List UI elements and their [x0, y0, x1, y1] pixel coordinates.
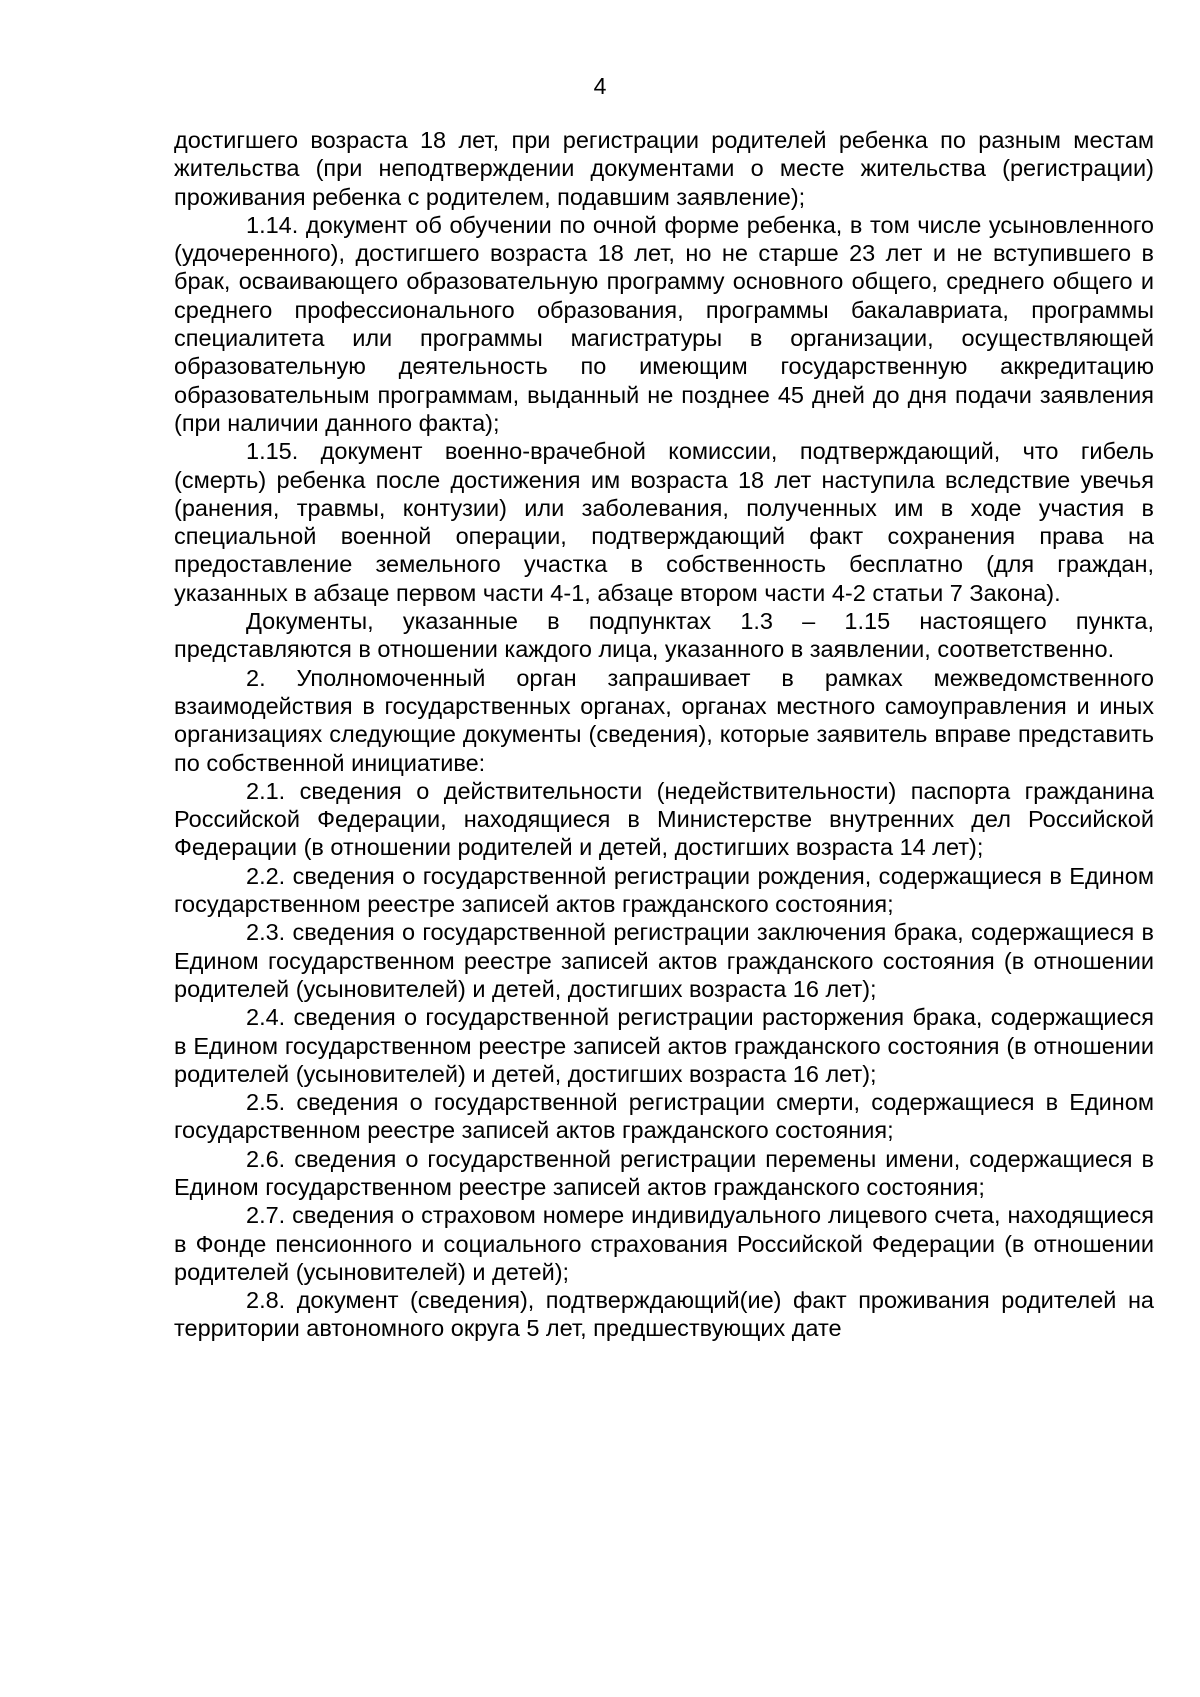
- paragraph-2-1: 2.1. сведения о действительности (недействительности) паспорта гражданина Российской Федерации, находящиеся в Министерстве внутренних дел Российской Федерации (в отношении родителей и детей, достигших возраста 14 лет);: [174, 777, 1154, 861]
- paragraph-2-7: 2.7. сведения о страховом номере индивидуального лицевого счета, находящиеся в Фонде пенсионного и социального страхования Российской Федерации (в отношении родителей (усыновителей) и детей);: [174, 1202, 1154, 1285]
- page-number: 4: [593, 73, 607, 99]
- paragraph-1-14: 1.14. документ об обучении по очной форме ребенка, в том числе усыновленного (удочеренного), достигшего возраста 18 лет, но не старше 23 лет и не вступившего в брак, осваивающего образовательную программу основного общего, среднего общего и среднего профессионального образования, программы бакалавриата, программы специалитета или программы магистратуры в организации, осуществляющей образовательную деятельность по имеющим государственную аккредитацию образовательным программам, выданный не позднее 45 дней до дня подачи заявления (при наличии данного факта);: [174, 211, 1154, 436]
- paragraph-2-6: 2.6. сведения о государственной регистрации перемены имени, содержащиеся в Едином государственном реестре записей актов гражданского состояния;: [174, 1145, 1154, 1200]
- paragraph-continuation: достигшего возраста 18 лет, при регистрации родителей ребенка по разным местам жительства (при неподтверждении документами о месте жительства (регистрации) проживания ребенка с родителем, подавшим заявление);: [174, 127, 1154, 210]
- paragraph-2-3: 2.3. сведения о государственной регистрации заключения брака, содержащиеся в Едином государственном реестре записей актов гражданского состояния (в отношении родителей (усыновителей) и детей, достигших возраста 16 лет);: [174, 919, 1154, 1002]
- paragraph-2-2: 2.2. сведения о государственной регистрации рождения, содержащиеся в Едином государственном реестре записей актов гражданского состояния;: [174, 862, 1154, 918]
- paragraph-2-4: 2.4. сведения о государственной регистрации расторжения брака, содержащиеся в Едином государственном реестре записей актов гражданского состояния (в отношении родителей (усыновителей) и детей, достигших возраста 16 лет);: [174, 1004, 1154, 1087]
- paragraph-documents-note: Документы, указанные в подпунктах 1.3 – 1.15 настоящего пункта, представляются в отношении каждого лица, указанного в заявлении, соответственно.: [174, 608, 1154, 663]
- paragraph-1-15: 1.15. документ военно-врачебной комиссии, подтверждающий, что гибель (смерть) ребенка после достижения им возраста 18 лет наступила вследствие увечья (ранения, травмы, контузии) или заболевания, полученных им в ходе участия в специальной военной операции, подтверждающий факт сохранения права на предоставление земельного участка в собственность бесплатно (для граждан, указанных в абзаце первом части 4-1, абзаце втором части 4-2 статьи 7 Закона).: [174, 438, 1154, 606]
- document-body: [174, 126, 1154, 1343]
- paragraph-2-8: 2.8. документ (сведения), подтверждающий(ие) факт проживания родителей на территории автономного округа 5 лет, предшествующих дате: [174, 1287, 1154, 1342]
- paragraph-2-5: 2.5. сведения о государственной регистрации смерти, содержащиеся в Едином государственном реестре записей актов гражданского состояния;: [174, 1089, 1154, 1144]
- paragraph-2: 2. Уполномоченный орган запрашивает в рамках межведомственного взаимодействия в государственных органах, органах местного самоуправления и иных организациях следующие документы (сведения), которые заявитель вправе представить по собственной инициативе:: [174, 664, 1154, 776]
